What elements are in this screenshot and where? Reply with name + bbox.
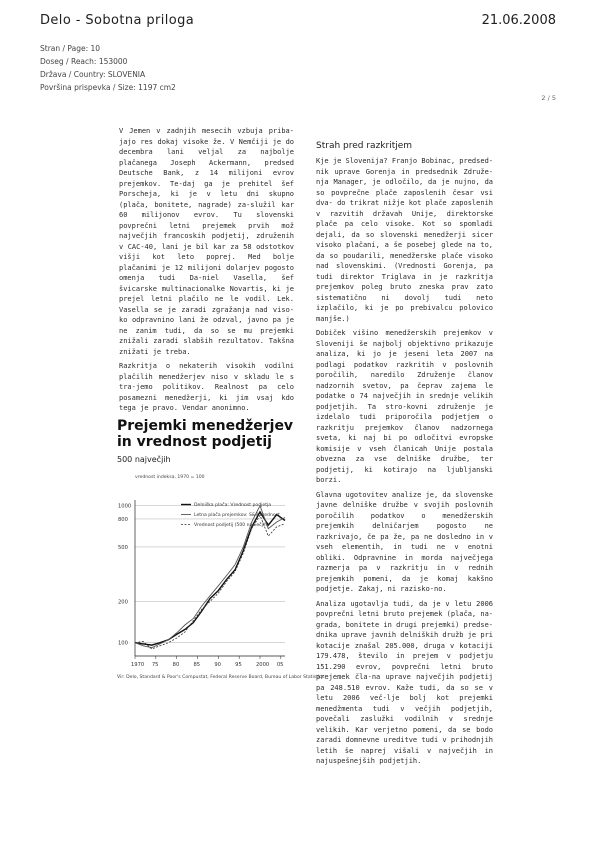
x-tick-label: 95 [235,662,242,668]
meta-page: Stran / Page: 10 [40,44,101,53]
meta-block [40,42,176,94]
y-tick-label: 1000 [118,503,132,510]
chart-legend [181,501,280,528]
x-tick-label: 05 [276,662,284,668]
y-tick-label: 800 [118,516,128,523]
article-right-column [316,156,493,771]
publication-title: Delo - Sobotna priloga [40,13,195,28]
y-tick-label: 100 [118,640,128,647]
article-paragraph: Razkritja o nekaterih visokih vodilni plačilih menedžerjev niso v skladu le s tra-jemo politikov. Realnost pa celo posamezni menedžerji, ki jim vsaj kdo tega je pravo. Vendar anonimno. [119,362,294,412]
series-line [135,512,285,645]
article-paragraph: Kje je Slovenija? Franjo Bobinac, predsed-nik uprave Gorenja in predsednik Združe-nja Manager, je odločilo, da je nujno, da so povprečne plače zaposlenih česar vsi dva- do trikrat nižje kot plače zaposlenih v razvitih državah Unije, direktorske plače pa celo visoke. Kot so spomladi dejali, da so slovenski menedžerji sicer visoko plačani, a še posebej glede na to, da so poudarili, menedžerske plače visoko nad slovenskimi. (Vrednosti Gorenja, pa tudi direktor Triglava in je razkritja prejemkov poleg bruto zneska prav zato sistematično ni dovolj tudi neto izplačilo, ki je po prebivalcu polovico manjše.) [316,157,494,323]
article-left-column [119,126,294,418]
legend-item: Vrednost podjetij (500 največjih) [194,523,269,528]
series-line [135,515,285,649]
article-paragraph: Dobiček višino menedžerskih prejemkov v Sloveniji še najbolj objektivno prikazuje analiza, ki jo je jeseni leta 2007 na podlagi podatkov razkritih v poslovnih poročilih, naredilo Združenje članov nadzornih svetov, pa čeprav zajema le podatke o 74 največjih in srednje velikih podjetjih. Ta stro-kovni združenje je izdelalo tudi priporočila podjetjem o razkritju prejemkov članov nadzornega sveta, ki naj bi po odločitvi evropske komisije v vseh članicah Unije postala obvezna za vse delniške družbe, ter podjetij, ki kotirajo na ljubljanski borzi. [316,329,493,484]
article-paragraph: V Jemen v zadnjih mesecih vzbuja priba-jajo res dokaj visoke že. V Nemčiji je do decembra lani veljal za najbolje plačanega Joseph Ackermann, predsed Deutsche Bank, z 14 milijoni evrov prejemkov. Te-daj ga je prehitel šef Porscheja, ki je v letu dni skupno (plača, bonitete, nagrade) za-služil kar 60 milijonov evrov. Tu slovenski povprečni letni prejemek prvih mož največjih francoskih podjetij, združenih v CAC-40, lani je bil kar za 58 odstotkov višji kot leto poprej. Med bolje plačanimi je 12 milijoni dolarjev pogosto omenja tudi Da-niel Vasella, šef švicarske multinacionalke Novartis, ki je prejel letni plačilo ne le vodil. Lek. Vasella se je zaradi zgražanja nad viso-ko odpravnino lani že odzval, javno pa je ne zanim tudi, da so se mu prejemki znižali zaradi slabših rezultatov. Takšna znižati je treba. [119,127,294,356]
publication-date: 21.06.2008 [481,13,556,28]
y-tick-label: 500 [118,544,128,551]
x-tick-label: 85 [193,662,201,668]
page-count: 2 / 5 [541,94,556,102]
x-tick-label: 80 [172,662,180,668]
chart-title: Prejemki menedžerjev in vrednost podjetij [117,418,294,450]
article-paragraph: Glavna ugotovitev analize je, da slovenske javne delniške družbe v svojih poslovnih poročilih podatkov o menedžerskih prejemkih delničarjem pogosto ne razkrivajo, če pa že, pa ne dosledno in v vseh elementih, in tudi ne v enotni obliki. Odpravnine in morda največjega razmerja pa v razkritju in v rednih prejemkih pomeni, da je komaj kakšno podjetje. Zakaj, ni razisko-no. [316,490,494,593]
article-subheading: Strah pred razkritjem [316,141,413,151]
chart-container [117,418,325,688]
x-tick-label: 90 [214,662,221,668]
chart-source: Vir: Delo, Standard & Poor's Compustat, Federal Reserve Board, Bureau of Labor Statistics [117,675,325,680]
meta-reach: Doseg / Reach: 153000 [40,57,128,66]
x-tick-label: 1970 [131,662,145,668]
meta-size: Površina prispevka / Size: 1197 cm2 [40,83,176,92]
article-paragraph: Analiza ugotavlja tudi, da je v letu 2006 povprečni letni bruto prejemek (plača, na-grada, bonitete in drugi prejemki) predse-dnika uprave javnih delniških družb je pri kotacije znašal 205.000, druga v kotaciji 179.478, število in prejem v podjetju 151.290 evrov, povprečni letni bruto prejemek čla-na uprave največjih podjetij pa 248.510 evrov. Kaže tudi, da so se v letu 2006 več-lje bolj kot prejemki menedžmenta tudi v večjih podjetjih, povečali zaslužki vodilnih v srednje velikih. Kar verjetno pomeni, da se bodo zaradi domnevne ureditve tudi v prihodnjih letih še naprej višali v največjih in najuspešnejših podjetjih. [316,599,494,765]
x-tick-label: 75 [151,662,159,668]
y-tick-label: 200 [118,599,128,606]
legend-item: Delniška plača: Vrednost podjetja [194,503,272,508]
y-axis-label: vrednost indeksa, 1970 = 100 [135,475,205,480]
chart-svg [117,470,325,688]
meta-country: Država / Country: SLOVENIA [40,70,146,79]
chart-subtitle: 500 največjih [117,455,171,464]
legend-item: Letna plača prejemkov: S&P vrednost [194,513,280,518]
x-tick-label: 2000 [256,662,270,668]
